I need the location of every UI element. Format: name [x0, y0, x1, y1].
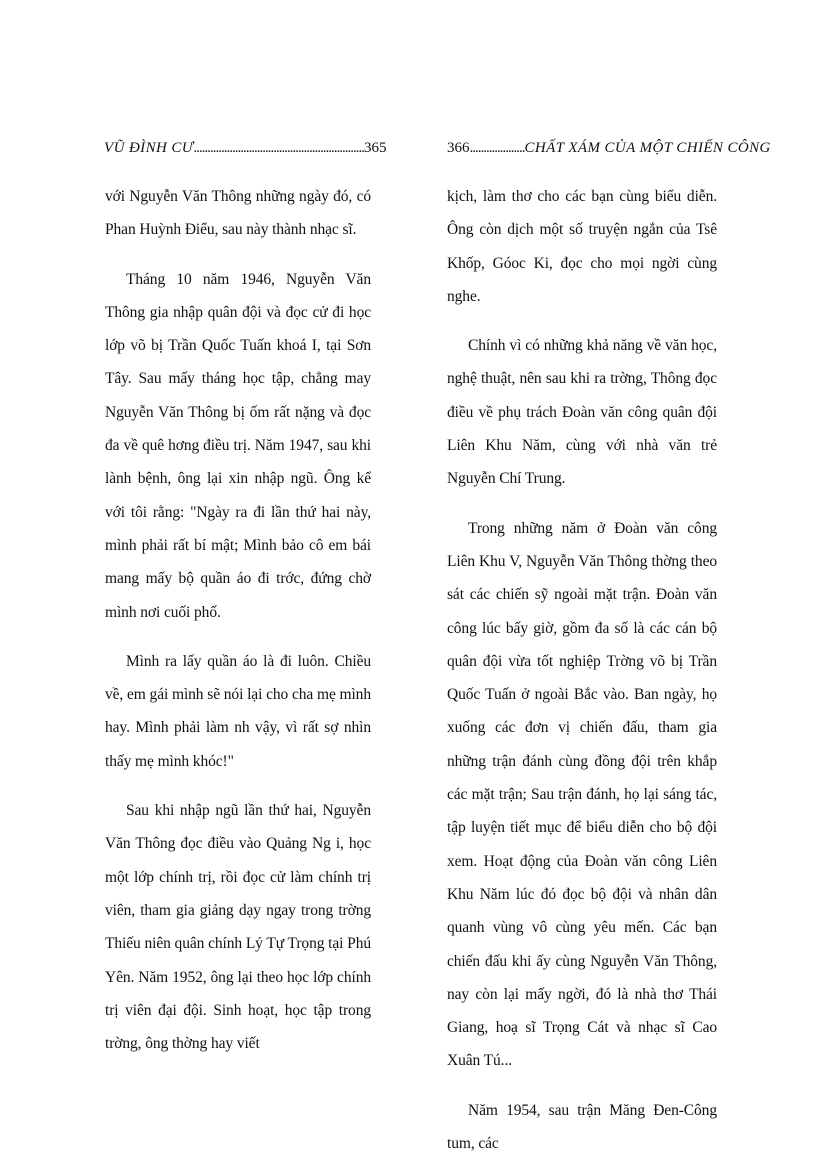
- right-page-header: [447, 138, 771, 158]
- left-paragraph-3: Mình ra lấy quần áo là đi luôn. Chiều về, em gái mình sẽ nói lại cho cha mẹ mình hay. Mình phải làm nh vậy, vì rất sợ nhìn thấy mẹ mình khóc!": [105, 652, 371, 770]
- left-running-head: VŨ ĐÌNH CƯ: [104, 140, 194, 156]
- left-page-header: [104, 138, 387, 158]
- right-paragraph-3: Trong những năm ở Đoàn văn công Liên Khu V, Nguyễn Văn Thông thờng theo sát các chiến sỹ ngoài mặt trận. Đoàn văn công lúc bấy giờ, gồm đa số là các cán bộ quân đội vừa tốt nghiệp Trờng võ bị Trần Quốc Tuấn ở ngoài Bắc vào. Ban ngày, họ xuống các đơn vị chiến đấu, tham gia những trận đánh cùng đồng đội trên khắp các mặt trận; Sau trận đánh, họ lại sáng tác, tập luyện tiết mục để biểu diễn cho bộ đội xem. Hoạt động của Đoàn văn công Liên Khu Năm lúc đó đọc bộ đội và nhân dân quanh vùng vô cùng yêu mến. Các bạn chiến đấu khi ấy cùng Nguyễn Văn Thông, nay còn lại mấy ngời, đó là nhà thơ Thái Giang, hoạ sĩ Trọng Cát và nhạc sĩ Cao Xuân Tú...: [447, 519, 717, 1070]
- left-page-number: 365: [363, 140, 387, 156]
- right-paragraph-2: Chính vì có những khả năng về văn học, nghệ thuật, nên sau khi ra trờng, Thông đọc điều về phụ trách Đoàn văn công quân đội Liên Khu Năm, cùng với nhà văn trẻ Nguyễn Chí Trung.: [447, 337, 717, 488]
- right-running-head: CHẤT XÁM CỦA MỘT CHIẾN CÔNG: [524, 140, 771, 156]
- right-page-number: 366: [447, 140, 470, 156]
- right-header-leader-dots: ....................: [469, 140, 525, 156]
- left-paragraph-4: Sau khi nhập ngũ lần thứ hai, Nguyễn Văn Thông đọc điều vào Quảng Ng i, học một lớp chính trị, rồi đọc cử làm chính trị viên, tham gia giảng dạy ngay trong trờng Thiếu niên quân chính Lý Tự Trọng tại Phú Yên. Năm 1952, ông lại theo học lớp chính trị viên đại đội. Sinh hoạt, học tập trong trờng, ông thờng hay viết: [105, 802, 371, 1053]
- left-page-body: [105, 180, 371, 1076]
- left-paragraph-1: với Nguyễn Văn Thông những ngày đó, có Phan Huỳnh Điểu, sau này thành nhạc sĩ.: [105, 188, 371, 239]
- left-paragraph-2: Tháng 10 năm 1946, Nguyễn Văn Thông gia nhập quân đội và đọc cử đi học lớp võ bị Trần Quốc Tuấn khoá I, tại Sơn Tây. Sau mấy tháng học tập, chẳng may Nguyễn Văn Thông bị ốm rất nặng và đọc đa về quê hơng điều trị. Năm 1947, sau khi lành bệnh, ông lại xin nhập ngũ. Ông kể với tôi rằng: "Ngày ra đi lần thứ hai này, mình phải rất bí mật; Mình bảo cô em bái mang mấy bộ quần áo đi trớc, đứng chờ mình nơi cuối phố.: [105, 270, 371, 621]
- right-paragraph-1: kịch, làm thơ cho các bạn cùng biểu diễn. Ông còn dịch một số truyện ngắn của Tsê Khốp, Góoc Ki, đọc cho mọi ngời cùng nghe.: [447, 188, 717, 305]
- right-paragraph-4: Năm 1954, sau trận Măng Đen-Công tum, các: [447, 1101, 717, 1153]
- right-page-body: [447, 180, 717, 1176]
- left-header-leader-dots: ..............................................................: [193, 140, 364, 156]
